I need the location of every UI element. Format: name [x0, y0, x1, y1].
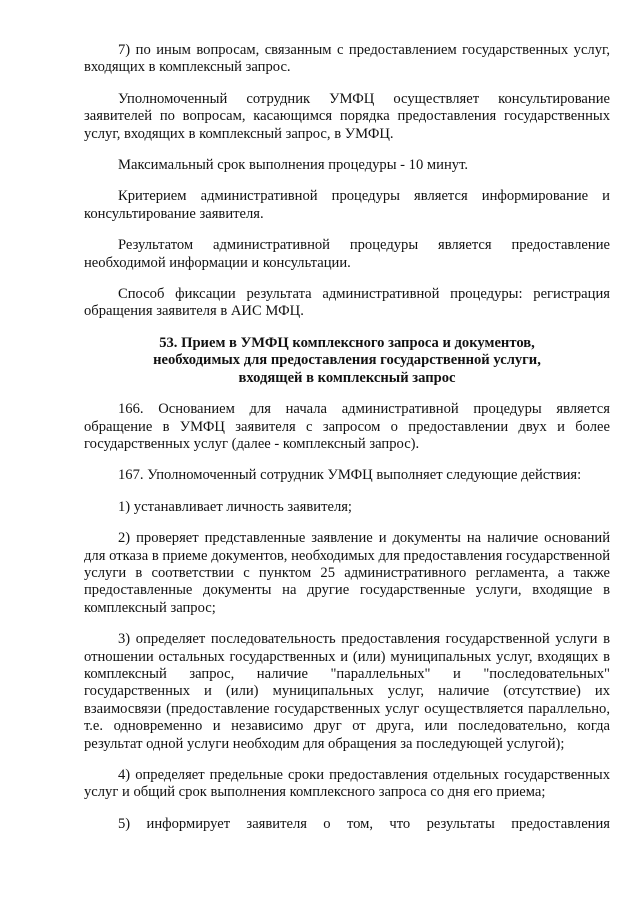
- paragraph-criterion: Критерием административной процедуры является информирование и консультирование заявителя.: [84, 188, 610, 222]
- section-heading-line-2: необходимых для предоставления государственной услуги,: [153, 352, 541, 369]
- section-heading: [84, 335, 610, 387]
- list-item-4: 4) определяет предельные сроки предоставления отдельных государственных услуг и общий срок выполнения комплексного запроса со дня его приема;: [84, 767, 610, 801]
- paragraph-item-7: 7) по иным вопросам, связанным с предоставлением государственных услуг, входящих в комплексный запрос.: [84, 42, 610, 76]
- paragraph-167: 167. Уполномоченный сотрудник УМФЦ выполняет следующие действия:: [118, 467, 582, 484]
- section-heading-line-3: входящей в комплексный запрос: [238, 369, 456, 386]
- paragraph-fixation: Способ фиксации результата административной процедуры: регистрация обращения заявителя в АИС МФЦ.: [84, 286, 610, 320]
- list-item-5: 5) информирует заявителя о том, что результаты предоставления: [118, 815, 610, 832]
- list-item-2-text-start: 2) проверяет представленные заявление и документы на наличие оснований для отказа в приеме документов, необходимых для предоставления государственной услуги в соответствии с: [84, 530, 610, 581]
- paragraph-max-time: Максимальный срок выполнения процедуры - 10 минут.: [118, 157, 468, 174]
- list-item-2: [84, 530, 610, 617]
- list-item-1: 1) устанавливает личность заявителя;: [118, 498, 352, 515]
- paragraph-consulting: Уполномоченный сотрудник УМФЦ осуществляет консультирование заявителей по вопросам, касающимся порядка предоставления государственных услуг, входящих в комплексный запрос, в УМФЦ.: [84, 90, 610, 142]
- clause-25-link[interactable]: пунктом 25: [258, 564, 336, 581]
- list-item-2-text-end: административного регламента, а также предоставленные документы на другие государственные услуги, входящие в комплексный запрос;: [84, 564, 611, 616]
- section-heading-line-1: 53. Прием в УМФЦ комплексного запроса и документов,: [159, 334, 535, 351]
- list-item-3: 3) определяет последовательность предоставления государственной услуги в отношении остальных государственных и (или) муниципальных услуг, входящих в комплексный запрос, наличие "параллельных" и "последовательных" государственных и (или) муниципальных услуг, наличие (отсутствие) их взаимосвязи (предоставление государственных услуг осуществляется параллельно, т.е. одновременно и независимо друг от друга, или последовательно, когда результат одной услуги необходим для обращения за последующей услугой);: [84, 631, 610, 752]
- paragraph-166: 166. Основанием для начала административной процедуры является обращение в УМФЦ заявителя с запросом о предоставлении двух и более государственных услуг (далее - комплексный запрос).: [84, 401, 610, 452]
- paragraph-result: Результатом административной процедуры является предоставление необходимой информации и консультации.: [84, 237, 610, 271]
